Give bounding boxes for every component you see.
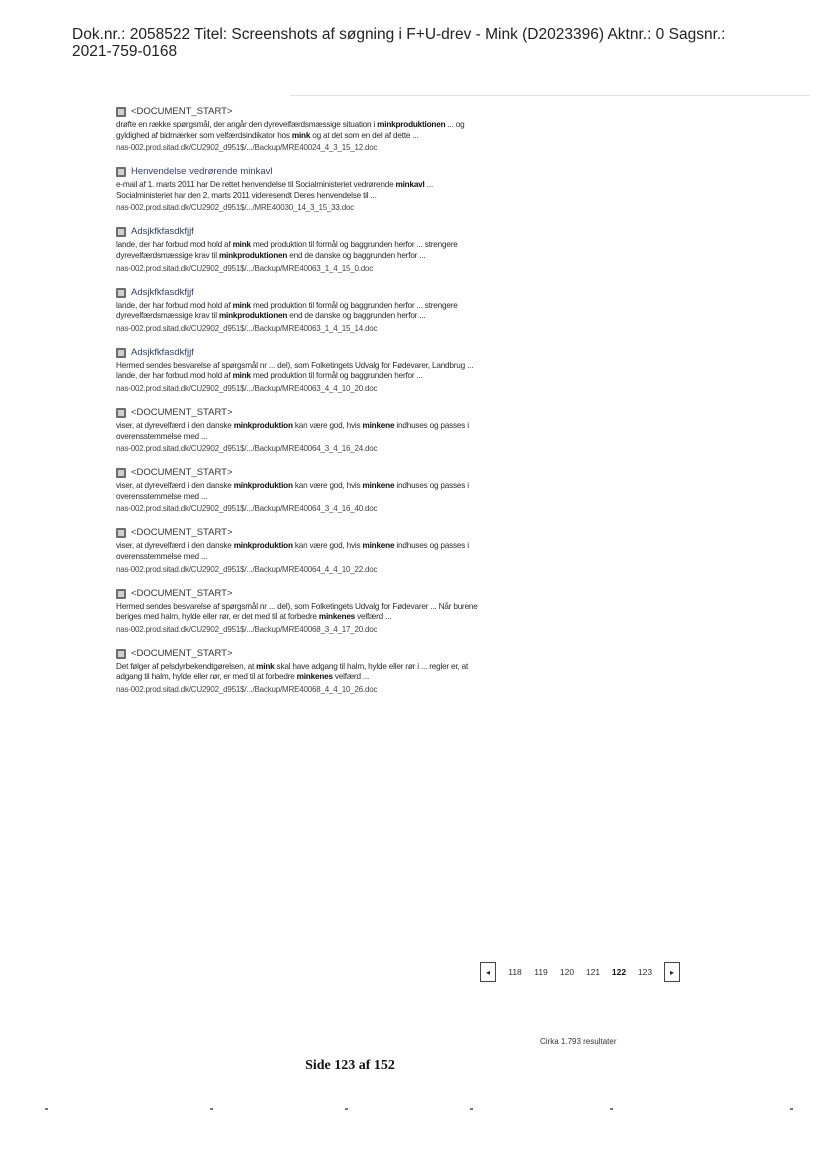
- result-title-text: <DOCUMENT_START>: [131, 647, 233, 659]
- search-result: [116, 527, 486, 574]
- result-path: nas-002.prod.sitad.dk/CU2902_d951$/.../Backup/MRE40064_3_4_16_40.doc: [116, 504, 378, 514]
- result-path: nas-002.prod.sitad.dk/CU2902_d951$/.../Backup/MRE40063_1_4_15_0.doc: [116, 263, 374, 273]
- result-snippet: viser, at dyrevelfærd i den danske minkproduktion kan være god, hvis minkene indhuses og passes i overensstemmelse med ...: [116, 541, 469, 561]
- header-divider: [290, 95, 810, 96]
- result-path: nas-002.prod.sitad.dk/CU2902_d951$/.../MRE40030_14_3_15_33.doc: [116, 203, 355, 213]
- page-footer: Side 123 af 152: [305, 1058, 395, 1073]
- result-snippet: viser, at dyrevelfærd i den danske minkproduktion kan være god, hvis minkene indhuses og passes i overensstemmelse med ...: [116, 481, 469, 501]
- search-result: [116, 648, 486, 695]
- result-title-text: Adsjkfkfasdkfjjf: [131, 286, 194, 298]
- result-snippet: viser, at dyrevelfærd i den danske minkproduktion kan være god, hvis minkene indhuses og passes i overensstemmelse med ...: [116, 420, 469, 441]
- result-title-link[interactable]: [116, 287, 486, 299]
- result-path: nas-002.prod.sitad.dk/CU2902_d951$/.../Backup/MRE40024_4_3_15_12.doc: [116, 143, 378, 153]
- result-path: nas-002.prod.sitad.dk/CU2902_d951$/.../Backup/MRE40068_3_4_17_20.doc: [116, 624, 378, 634]
- result-snippet: Hermed sendes besvarelse af spørgsmål nr ... del), som Folketingets Udvalg for Fødevarer ... Når burene beriges med halm, hylde eller rør, er det med til at forbedre minkenes velfærd ...: [116, 601, 478, 622]
- page-number-link[interactable]: 118: [508, 967, 522, 977]
- result-path: nas-002.prod.sitad.dk/CU2902_d951$/.../Backup/MRE40068_4_4_10_26.doc: [116, 684, 378, 694]
- pagination: [480, 962, 680, 982]
- result-path: nas-002.prod.sitad.dk/CU2902_d951$/.../Backup/MRE40064_3_4_16_24.doc: [116, 444, 378, 454]
- page-number-link[interactable]: 120: [559, 967, 575, 977]
- result-snippet: Det følger af pelsdyrbekendtgørelsen, at mink skal have adgang til halm, hylde eller rør i ... regler er, at adgang til halm, hylde eller rør, er med til at forbedre minkenes velfærd ...: [116, 661, 469, 682]
- search-result: [116, 407, 486, 454]
- result-title-link[interactable]: [116, 166, 486, 178]
- search-result: [116, 588, 486, 635]
- search-result: [116, 106, 486, 153]
- header-line-2: 2021-759-0168: [72, 43, 178, 60]
- result-path: nas-002.prod.sitad.dk/CU2902_d951$/.../Backup/MRE40064_4_4_10_22.doc: [116, 564, 378, 574]
- result-snippet: drøfte en række spørgsmål, der angår den dyrevelfærdsmæssige situation i minkproduktionen ... og gyldighed af bidmærker som velfærdsindikator hos mink og at det som en del af dette ...: [116, 120, 465, 140]
- document-icon: [116, 167, 126, 177]
- header-line-1: Dok.nr.: 2058522 Titel: Screenshots af søgning i F+U-drev - Mink (D2023396) Aktnr.: 0 Sagsnr.:: [72, 26, 726, 43]
- next-page-button[interactable]: ▸: [664, 962, 680, 982]
- result-title-link[interactable]: [116, 588, 486, 600]
- result-title-text: <DOCUMENT_START>: [131, 527, 233, 539]
- result-snippet: lande, der har forbud mod hold af mink med produktion til formål og baggrunden herfor ... strengere dyrevelfærdsmæssige krav til minkproduktionen end de danske og baggrunden herfor ...: [116, 300, 458, 321]
- search-result: [116, 467, 486, 514]
- document-icon: [116, 408, 126, 418]
- result-snippet: Hermed sendes besvarelse af spørgsmål nr ... del), som Folketingets Udvalg for Fødevarer, Landbrug ... lande, der har forbud mod hold af mink med produktion til formål og baggrunden herfor ...: [116, 360, 474, 381]
- result-path: nas-002.prod.sitad.dk/CU2902_d951$/.../Backup/MRE40063_4_4_10_20.doc: [116, 383, 378, 393]
- document-icon: [116, 468, 126, 478]
- document-icon: [116, 288, 126, 298]
- page-number-link[interactable]: 121: [585, 967, 601, 977]
- result-title-link[interactable]: [116, 407, 486, 419]
- result-snippet: lande, der har forbud mod hold af mink med produktion til formål og baggrunden herfor ... strengere dyrevelfærdsmæssige krav til minkproduktionen end de danske og baggrunden herfor ...: [116, 240, 458, 260]
- page-number-link[interactable]: 119: [534, 967, 548, 977]
- page-number-list: [502, 967, 658, 977]
- result-title-link[interactable]: [116, 648, 486, 660]
- result-title-text: <DOCUMENT_START>: [131, 106, 233, 117]
- result-title-text: <DOCUMENT_START>: [131, 587, 233, 599]
- result-title-text: Adsjkfkfasdkfjjf: [131, 226, 194, 238]
- document-icon: [116, 528, 126, 538]
- previous-page-button[interactable]: ◂: [480, 962, 496, 982]
- result-title-text: Henvendelse vedrørende minkavl: [131, 166, 273, 178]
- result-title-text: Adsjkfkfasdkfjjf: [131, 346, 194, 358]
- document-icon: [116, 107, 126, 117]
- search-result: [116, 347, 486, 394]
- page-number-link[interactable]: 122: [611, 967, 627, 977]
- result-title-link[interactable]: [116, 226, 486, 238]
- result-title-text: <DOCUMENT_START>: [131, 467, 233, 479]
- result-snippet: e-mail af 1. marts 2011 har De rettet henvendelse til Socialministeriet vedrørende minkavl ... Socialministeriet har den 2. marts 2011 videresendt Deres henvendelse til ...: [116, 180, 433, 200]
- document-icon: [116, 227, 126, 237]
- result-title-link[interactable]: [116, 347, 486, 359]
- result-title-link[interactable]: [116, 106, 486, 118]
- page-number-link[interactable]: 123: [637, 967, 653, 977]
- result-path: nas-002.prod.sitad.dk/CU2902_d951$/.../Backup/MRE40063_1_4_15_14.doc: [116, 323, 378, 333]
- document-icon: [116, 348, 126, 358]
- search-result: [116, 287, 486, 334]
- scan-artifacts: [0, 1108, 828, 1114]
- search-result: [116, 226, 486, 273]
- result-title-link[interactable]: [116, 467, 486, 479]
- search-result: [116, 166, 486, 213]
- search-results-list: [116, 106, 486, 708]
- result-title-text: <DOCUMENT_START>: [131, 406, 233, 418]
- result-title-link[interactable]: [116, 527, 486, 539]
- document-header: [72, 26, 792, 60]
- document-icon: [116, 649, 126, 659]
- result-count: Cirka 1.793 resultater: [540, 1037, 617, 1046]
- document-icon: [116, 589, 126, 599]
